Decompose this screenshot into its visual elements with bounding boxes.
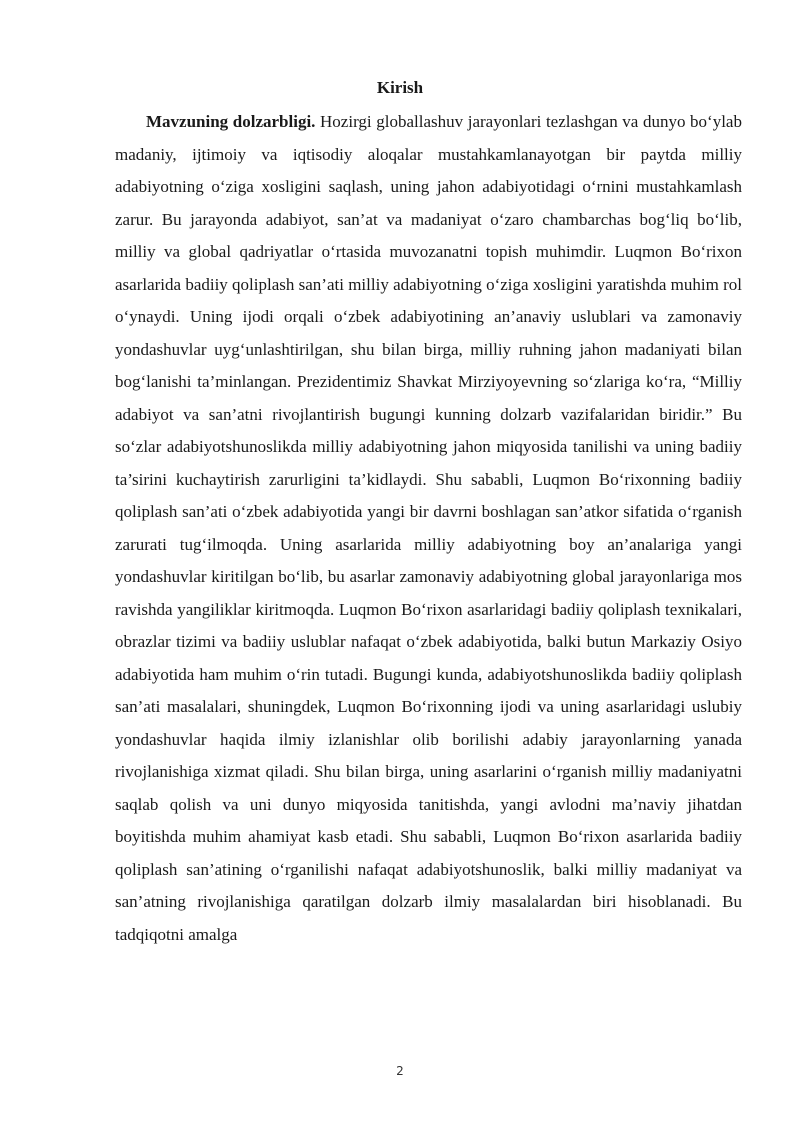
paragraph-lead-in: Mavzuning dolzarbligi. <box>146 112 316 131</box>
page-title: Kirish <box>376 78 424 97</box>
body-paragraph <box>115 106 742 951</box>
paragraph-text: Hozirgi globallashuv jarayonlari tezlashgan va dunyo boʻylab madaniy, ijtimoiy va iqtisodiy aloqalar mustahkamlanayotgan bir paytda milliy adabiyotning oʻziga xosligini saqlash, uning jahon adabiyotidagi oʻrnini mustahkamlash zarur. Bu jarayonda adabiyot, san’at va madaniyat oʻzaro chambarchas bogʻliq boʻlib, milliy va global qadriyatlar oʻrtasida muvozanatni topish muhimdir. Luqmon Boʻrixon asarlarida badiiy qoliplash san’ati milliy adabiyotning oʻziga xosligini yaratishda muhim rol oʻynaydi. Uning ijodi orqali oʻzbek adabiyotining an’anaviy uslublari va zamonaviy yondashuvlar uygʻunlashtirilgan, shu bilan birga, milliy ruhning jahon madaniyati bilan bogʻlanishi ta’minlangan. Prezidentimiz Shavkat Mirziyoyevning soʻzlariga koʻra, “Milliy adabiyot va san’atni rivojlantirish bugungi kunning dolzarb vazifalaridan biridir.” Bu soʻzlar adabiyotshunoslikda milliy adabiyotning jahon miqyosida tanilishi va uning badiiy ta’sirini kuchaytirish zarurligini ta’kidlaydi. Shu sababli, Luqmon Boʻrixonning badiiy qoliplash san’ati oʻzbek adabiyotida yangi bir davrni boshlagan san’atkor sifatida oʻrganish zarurati tugʻilmoqda. Uning asarlarida milliy adabiyotning boy an’analariga yangi yondashuvlar kiritilgan boʻlib, bu asarlar zamonaviy adabiyotning global jarayonlariga mos ravishda yangiliklar kiritmoqda. Luqmon Boʻrixon asarlaridagi badiiy qoliplash texnikalari, obrazlar tizimi va badiiy uslublar nafaqat oʻzbek adabiyotida, balki butun Markaziy Osiyo adabiyotida ham muhim oʻrin tutadi. Bugungi kunda, adabiyotshunoslikda badiiy qoliplash san’ati masalalari, shuningdek, Luqmon Boʻrixonning ijodi va uning asarlaridagi uslubiy yondashuvlar haqida ilmiy izlanishlar olib borilishi adabiy jarayonlarning yanada rivojlanishiga xizmat qiladi. Shu bilan birga, uning asarlarini oʻrganish milliy madaniyatni saqlab qolish va uni dunyo miqyosida tanitishda, yangi avlodni ma’naviy jihatdan boyitishda muhim ahamiyat kasb etadi. Shu sababli, Luqmon Boʻrixon asarlarida badiiy qoliplash san’atining oʻrganilishi nafaqat adabiyotshunoslik, balki milliy madaniyat va san’atning rivojlanishiga qaratilgan dolzarb ilmiy masalalardan biri hisoblanadi. Bu tadqiqotni amalga <box>115 112 742 944</box>
page-number: 2 <box>396 1064 404 1078</box>
